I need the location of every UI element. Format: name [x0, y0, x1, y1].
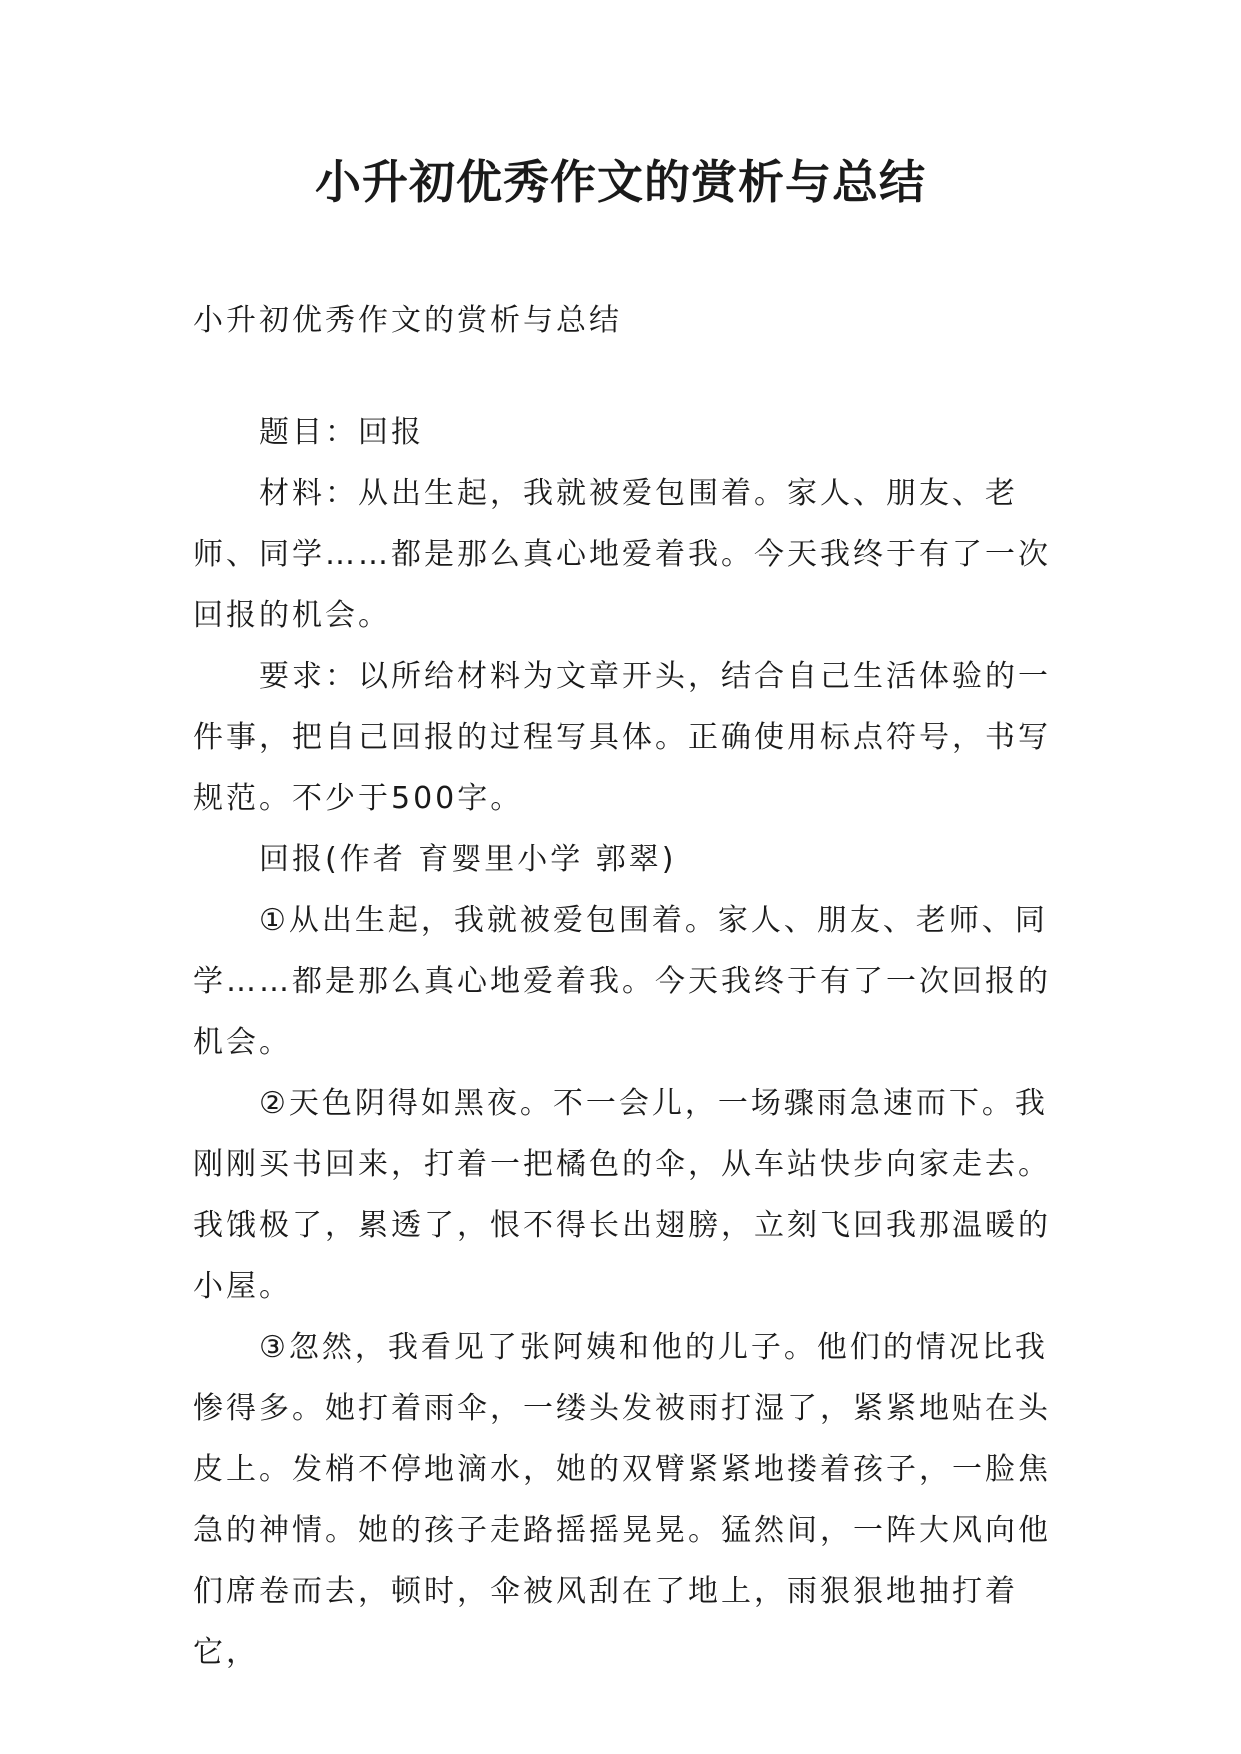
- essay-paragraph-1: ①从出生起，我就被爱包围着。家人、朋友、老师、同学……都是那么真心地爱着我。今天我终于有了一次回报的机会。: [193, 903, 1051, 1060]
- paragraph-topic: 题目：回报: [259, 415, 424, 450]
- document-body: [193, 290, 1057, 1683]
- paragraph-material: 材料：从出生起，我就被爱包围着。家人、朋友、老师、同学……都是那么真心地爱着我。今天我终于有了一次回报的机会。: [193, 476, 1051, 633]
- essay-heading: 回报(作者 育婴里小学 郭翠): [259, 842, 677, 877]
- paragraph-requirements: 要求：以所给材料为文章开头，结合自己生活体验的一件事，把自己回报的过程写具体。正确使用标点符号，书写规范。不少于500字。: [193, 659, 1051, 816]
- essay-paragraph-3: ③忽然，我看见了张阿姨和他的儿子。他们的情况比我惨得多。她打着雨伞，一缕头发被雨打湿了，紧紧地贴在头皮上。发梢不停地滴水，她的双臂紧紧地搂着孩子，一脸焦急的神情。她的孩子走路摇摇晃晃。猛然间，一阵大风向他们席卷而去，顿时，伞被风刮在了地上，雨狠狠地抽打着它，: [193, 1330, 1051, 1670]
- essay-paragraph-2: ②天色阴得如黑夜。不一会儿，一场骤雨急速而下。我刚刚买书回来，打着一把橘色的伞，从车站快步向家走去。我饿极了，累透了，恨不得长出翅膀，立刻飞回我那温暖的小屋。: [193, 1086, 1051, 1304]
- document-title: 小升初优秀作文的赏析与总结: [315, 155, 926, 209]
- document-subtitle: 小升初优秀作文的赏析与总结: [193, 303, 622, 338]
